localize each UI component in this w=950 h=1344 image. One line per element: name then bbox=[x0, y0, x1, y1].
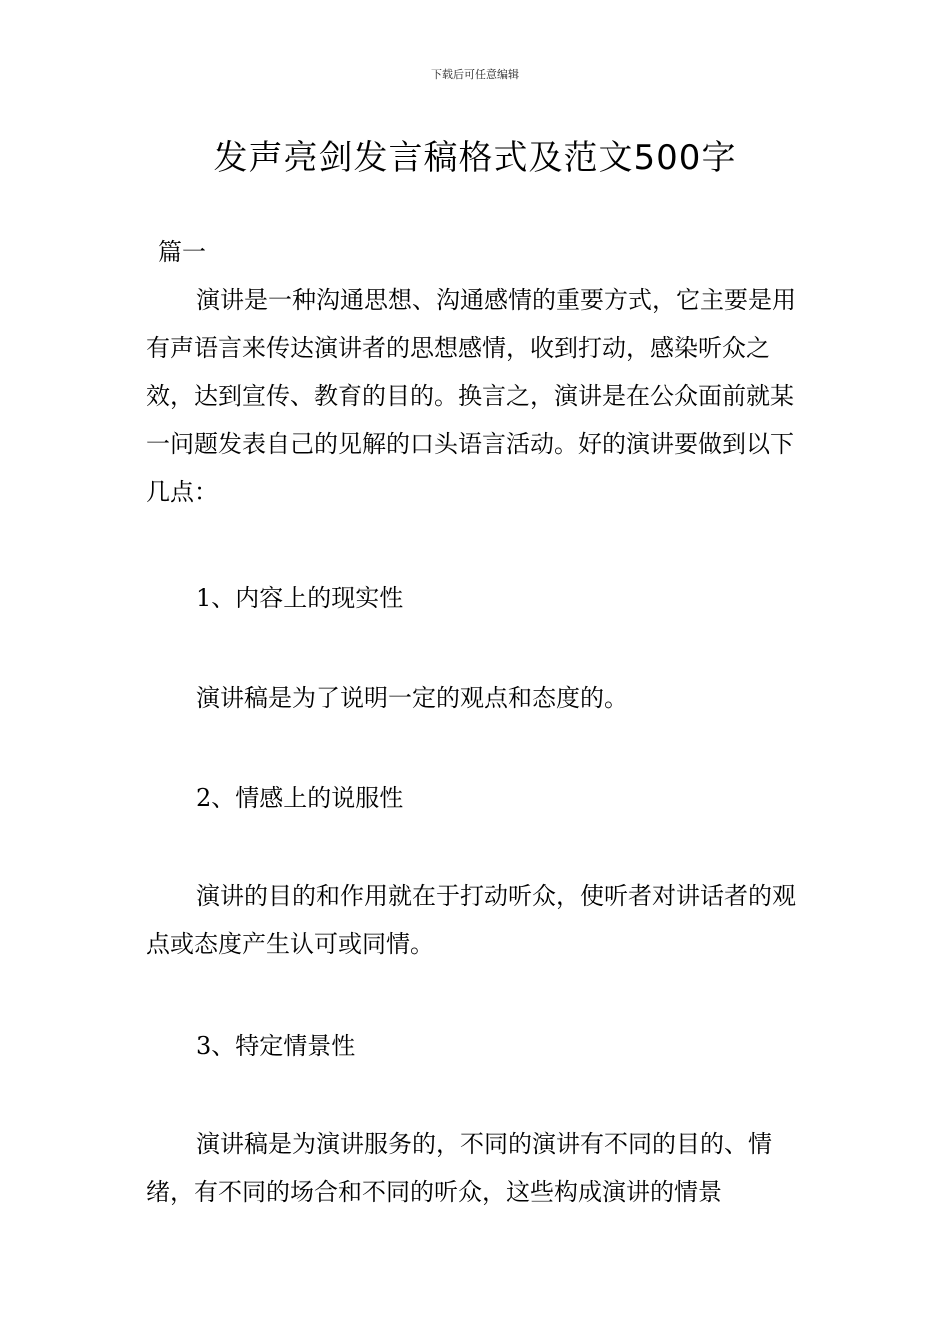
paragraph-point-3: 演讲稿是为演讲服务的，不同的演讲有不同的目的、情绪，有不同的场合和不同的听众，这些构成演讲的情景 bbox=[146, 1130, 772, 1206]
section-label: 篇一 bbox=[158, 238, 206, 266]
heading-point-3: 3、特定情景性 bbox=[196, 1032, 356, 1060]
paragraph-point-2: 演讲的目的和作用就在于打动听众，使听者对讲话者的观点或态度产生认可或同情。 bbox=[146, 882, 796, 958]
paragraph-intro: 演讲是一种沟通思想、沟通感情的重要方式，它主要是用有声语言来传达演讲者的思想感情，收到打动，感染听众之效，达到宣传、教育的目的。换言之，演讲是在公众面前就某一问题发表自己的见解的口头语言活动。好的演讲要做到以下几点： bbox=[146, 286, 796, 506]
header-note: 下载后可任意编辑 bbox=[431, 68, 519, 81]
heading-point-1: 1、内容上的现实性 bbox=[196, 584, 404, 612]
heading-point-2: 2、情感上的说服性 bbox=[196, 784, 404, 812]
paragraph-point-1: 演讲稿是为了说明一定的观点和态度的。 bbox=[196, 684, 628, 712]
document-title: 发声亮剑发言稿格式及范文500字 bbox=[213, 138, 737, 178]
